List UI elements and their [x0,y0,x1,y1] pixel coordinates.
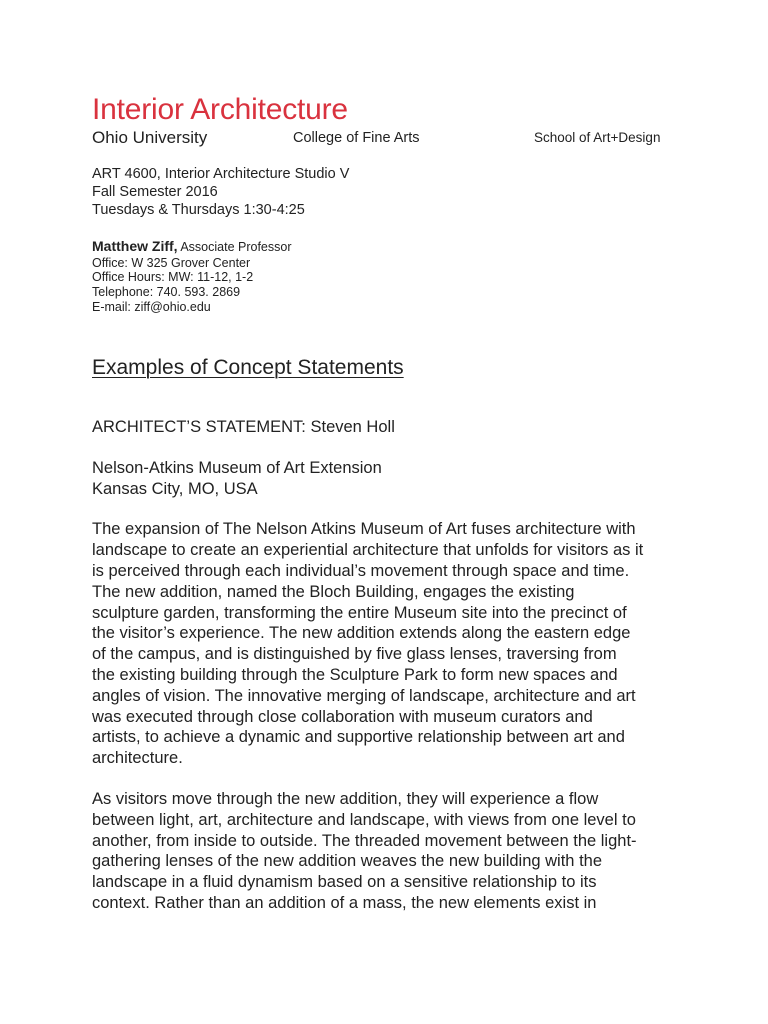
paragraph-line: another, from inside to outside. The threaded movement between the light- [92,831,637,850]
institution-row [92,127,680,149]
paragraph-line: sculpture garden, transforming the entire Museum site into the precinct of [92,603,627,622]
paragraph-line: angles of vision. The innovative merging of landscape, architecture and art [92,686,636,705]
paragraph-line: of the campus, and is distinguished by five glass lenses, traversing from [92,645,617,664]
instructor-name-line [92,237,680,256]
paragraph-line: context. Rather than an addition of a mass, the new elements exist in [92,893,597,912]
paragraph-line: between light, art, architecture and landscape, with views from one level to [92,810,636,829]
paragraph-line: gathering lenses of the new addition weaves the new building with the [92,852,603,871]
course-info [92,165,680,220]
instructor-email: E-mail: ziff@ohio.edu [92,300,211,314]
course-schedule: Tuesdays & Thursdays 1:30-4:25 [92,202,305,219]
instructor-info [92,237,680,315]
university-name: Ohio University [92,128,208,147]
course-semester: Fall Semester 2016 [92,184,218,201]
project-name: Nelson-Atkins Museum of Art Extension [92,458,382,477]
project-info [92,458,680,500]
paragraph-line: artists, to achieve a dynamic and supportive relationship between art and [92,728,625,747]
paragraph-line: landscape to create an experiential architecture that unfolds for visitors as it [92,541,644,560]
instructor-role: Associate Professor [180,239,292,254]
instructor-telephone: Telephone: 740. 593. 2869 [92,285,241,300]
paragraph-line: The new addition, named the Bloch Building, engages the existing [92,582,575,601]
instructor-hours: Office Hours: MW: 11-12, 1-2 [92,270,254,285]
paragraph-line: The expansion of The Nelson Atkins Museum of Art fuses architecture with [92,520,636,539]
course-title: ART 4600, Interior Architecture Studio V [92,166,350,182]
college-name: College of Fine Arts [293,130,420,146]
project-location: Kansas City, MO, USA [92,479,258,498]
paragraph-line: the existing building through the Sculpture Park to form new spaces and [92,665,618,684]
paragraph-line: the visitor’s experience. The new addition extends along the eastern edge [92,624,631,643]
school-name: School of Art+Design [534,130,661,145]
paragraph-line: architecture. [92,749,183,768]
statement-title: ARCHITECT’S STATEMENT: Steven Holl [92,417,395,436]
document-title: Interior Architecture [92,93,348,126]
section-heading: Examples of Concept Statements [92,355,404,379]
paragraph-line: landscape in a fluid dynamism based on a sensitive relationship to its [92,873,597,892]
instructor-office: Office: W 325 Grover Center [92,255,251,270]
paragraph-line: is perceived through each individual’s movement through space and time. [92,561,630,580]
statement-paragraph-1 [92,519,680,769]
paragraph-line: As visitors move through the new addition, they will experience a flow [92,789,599,808]
paragraph-line: was executed through close collaboration with museum curators and [92,707,593,726]
instructor-name: Matthew Ziff, [92,237,178,254]
statement-paragraph-2 [92,789,680,914]
